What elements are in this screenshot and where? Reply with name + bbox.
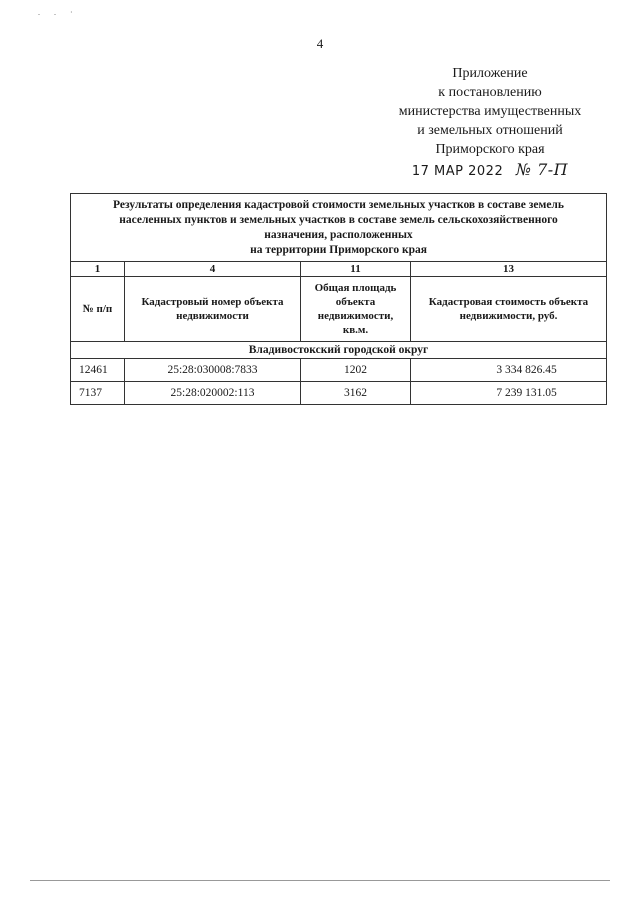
table-title-line: назначения, расположенных [264, 229, 413, 241]
column-header-row [71, 277, 607, 342]
column-number: 11 [301, 262, 411, 277]
table-title-row [71, 194, 607, 262]
column-number: 1 [71, 262, 125, 277]
column-number-row [71, 262, 607, 277]
column-header: № п/п [71, 277, 125, 342]
resolution-number: № 7-П [515, 160, 569, 179]
resolution-date: 17 МАР 2022 [411, 164, 504, 179]
region-name: Владивостокский городской округ [71, 342, 607, 359]
cadastral-number: 25:28:030008:7833 [125, 359, 301, 382]
column-number: 13 [411, 262, 607, 277]
row-number: 12461 [71, 359, 125, 382]
scan-specks: . . · [38, 8, 79, 17]
table-title-line: на территории Приморского края [250, 244, 427, 256]
cost-value: 7 239 131.05 [411, 382, 607, 405]
column-header: Общая площадь объекта недвижимости, кв.м. [301, 277, 411, 342]
area-value: 3162 [301, 382, 411, 405]
appendix-line: Приложение [452, 66, 528, 81]
region-row [71, 342, 607, 359]
table-row [71, 382, 607, 405]
scan-bottom-edge [30, 880, 610, 881]
table-title [71, 194, 607, 262]
cost-value: 3 334 826.45 [411, 359, 607, 382]
appendix-line: и земельных отношений [417, 123, 563, 138]
table-title-line: Результаты определения кадастровой стоимости земельных участков в составе земель [113, 199, 564, 211]
area-value: 1202 [301, 359, 411, 382]
table-title-line: населенных пунктов и земельных участков в составе земель сельскохозяйственного [119, 214, 558, 226]
column-number: 4 [125, 262, 301, 277]
table-row [71, 359, 607, 382]
cadastral-value-table [70, 193, 607, 405]
appendix-line: Приморского края [435, 142, 545, 157]
row-number: 7137 [71, 382, 125, 405]
appendix-line: к постановлению [438, 85, 542, 100]
resolution-date-line [380, 160, 600, 181]
column-header: Кадастровая стоимость объекта недвижимости, руб. [411, 277, 607, 342]
cadastral-number: 25:28:020002:113 [125, 382, 301, 405]
column-header: Кадастровый номер объекта недвижимости [125, 277, 301, 342]
page-number: 4 [316, 36, 324, 51]
appendix-line: министерства имущественных [398, 104, 582, 119]
appendix-block [380, 64, 600, 181]
